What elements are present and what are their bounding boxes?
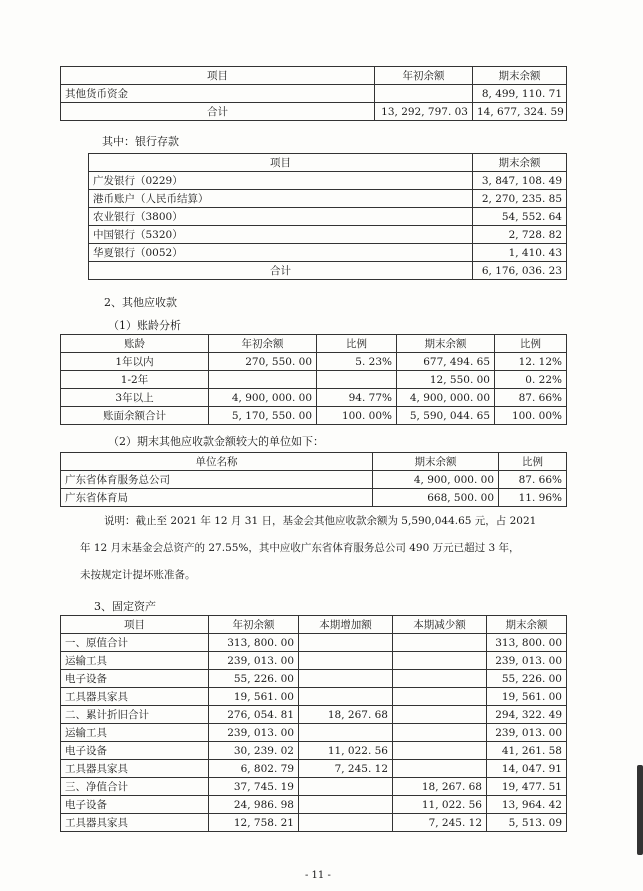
- header-closing: 期末余额: [473, 67, 567, 85]
- table-header-row: [61, 616, 567, 634]
- cell: 41, 261. 58: [487, 742, 567, 760]
- cell: 7, 245. 12: [393, 814, 487, 832]
- cell: 1-2年: [61, 371, 209, 389]
- cell: 3, 847, 108. 49: [473, 172, 567, 190]
- note-line-1: 说明：截止至 2021 年 12 月 31 日，基金会其他应收款余额为 5,590,044.65 元，占 2021: [104, 515, 537, 527]
- cell: [317, 371, 397, 389]
- cell: 广东省体育局: [61, 489, 373, 507]
- cell: 港币账户（人民币结算）: [89, 190, 473, 208]
- table-row: [89, 172, 567, 190]
- cell: 12. 12%: [495, 353, 567, 371]
- cell: [299, 652, 393, 670]
- cell: 6, 802. 79: [209, 760, 299, 778]
- cell: 313, 800. 00: [209, 634, 299, 652]
- cell: 4, 900, 000. 00: [373, 471, 499, 489]
- bank-deposit-table: [88, 153, 567, 280]
- header-ratio: 比例: [495, 335, 567, 353]
- cell: 其他货币资金: [61, 85, 375, 103]
- table-row: [89, 244, 567, 262]
- table-header-row: [61, 67, 567, 85]
- cell: 313, 800. 00: [487, 634, 567, 652]
- large-receivables-table: [60, 452, 567, 507]
- header-aging: 账龄: [61, 335, 209, 353]
- table-row: [61, 760, 567, 778]
- cell: 一、原值合计: [61, 634, 209, 652]
- cell: [393, 634, 487, 652]
- cell: 5, 170, 550. 00: [209, 407, 317, 425]
- table-row: [61, 778, 567, 796]
- page-number: - 11 -: [305, 870, 331, 881]
- cell: [299, 688, 393, 706]
- table-row: [61, 103, 567, 121]
- header-closing: 期末余额: [397, 335, 495, 353]
- cell: 8, 499, 110. 71: [473, 85, 567, 103]
- cell: 100. 00%: [495, 407, 567, 425]
- cell: 19, 561. 00: [487, 688, 567, 706]
- cell: 37, 745. 19: [209, 778, 299, 796]
- aging-table: [60, 334, 567, 425]
- cell: 19, 561. 00: [209, 688, 299, 706]
- cell: 2, 728. 82: [473, 226, 567, 244]
- cell: 电子设备: [61, 742, 209, 760]
- header-item: 项目: [61, 67, 375, 85]
- cell: 14, 047. 91: [487, 760, 567, 778]
- cell: [393, 706, 487, 724]
- table-row: [89, 262, 567, 280]
- cell: 农业银行（3800）: [89, 208, 473, 226]
- table-row: [61, 471, 567, 489]
- cell: 7, 245. 12: [299, 760, 393, 778]
- cell: 239, 013. 00: [209, 652, 299, 670]
- header-closing: 期末余额: [487, 616, 567, 634]
- cell: 工具器具家具: [61, 814, 209, 832]
- cell: 运输工具: [61, 652, 209, 670]
- cell: 合计: [89, 262, 473, 280]
- table-row: [89, 190, 567, 208]
- cell: 1年以内: [61, 353, 209, 371]
- cell: 11, 022. 56: [299, 742, 393, 760]
- table-header-row: [89, 154, 567, 172]
- cell: 5. 23%: [317, 353, 397, 371]
- table-row: [61, 85, 567, 103]
- section2-title: 2、其他应收款: [104, 296, 177, 309]
- cell: 合计: [61, 103, 375, 121]
- cell: 广东省体育服务总公司: [61, 471, 373, 489]
- table-row: [61, 706, 567, 724]
- large-receivables-title: （2）期末其他应收款金额较大的单位如下：: [108, 435, 324, 448]
- cell: 12, 758. 21: [209, 814, 299, 832]
- cell: 14, 677, 324. 59: [473, 103, 567, 121]
- cell: [299, 778, 393, 796]
- cell: 54, 552. 64: [473, 208, 567, 226]
- table-row: [61, 796, 567, 814]
- cell: 账面余额合计: [61, 407, 209, 425]
- header-closing: 期末余额: [473, 154, 567, 172]
- header-opening: 年初余额: [375, 67, 473, 85]
- cell: [393, 688, 487, 706]
- cell: 270, 550. 00: [209, 353, 317, 371]
- table-row: [61, 371, 567, 389]
- note-line-3: 未按规定计提坏账准备。: [80, 569, 196, 581]
- cell: 239, 013. 00: [487, 652, 567, 670]
- cell: 94. 77%: [317, 389, 397, 407]
- cell: [393, 760, 487, 778]
- cell: 三、净值合计: [61, 778, 209, 796]
- table-row: [61, 353, 567, 371]
- cell: [299, 796, 393, 814]
- cell: [393, 670, 487, 688]
- cell: [393, 724, 487, 742]
- cell: 华夏银行（0052）: [89, 244, 473, 262]
- cell: 55, 226. 00: [209, 670, 299, 688]
- cell: 24, 986. 98: [209, 796, 299, 814]
- table-header-row: [61, 453, 567, 471]
- bank-deposit-title: 其中：银行存款: [102, 135, 179, 148]
- cell: 4, 900, 000. 00: [209, 389, 317, 407]
- cell: [299, 814, 393, 832]
- cell: 二、累计折旧合计: [61, 706, 209, 724]
- section3-title: 3、固定资产: [94, 600, 156, 613]
- table-row: [61, 634, 567, 652]
- fixed-assets-table: [60, 615, 567, 832]
- table-row: [89, 226, 567, 244]
- cell: 工具器具家具: [61, 760, 209, 778]
- header-opening: 年初余额: [209, 335, 317, 353]
- cell: 11, 022. 56: [393, 796, 487, 814]
- header-unit: 单位名称: [61, 453, 373, 471]
- table-row: [61, 670, 567, 688]
- cash-table: [60, 66, 567, 121]
- cell: 3年以上: [61, 389, 209, 407]
- table-row: [61, 407, 567, 425]
- table-row: [89, 208, 567, 226]
- cell: 100. 00%: [317, 407, 397, 425]
- cell: 中国银行（5320）: [89, 226, 473, 244]
- cell: 30, 239. 02: [209, 742, 299, 760]
- header-decrease: 本期减少额: [393, 616, 487, 634]
- cell: [299, 634, 393, 652]
- cell: [299, 724, 393, 742]
- header-ratio: 比例: [317, 335, 397, 353]
- cell: 0. 22%: [495, 371, 567, 389]
- scrollbar-thumb[interactable]: [637, 765, 643, 855]
- cell: [209, 371, 317, 389]
- cell: 运输工具: [61, 724, 209, 742]
- cell: 677, 494. 65: [397, 353, 495, 371]
- cell: 5, 590, 044. 65: [397, 407, 495, 425]
- header-opening: 年初余额: [209, 616, 299, 634]
- cell: 55, 226. 00: [487, 670, 567, 688]
- cell: 电子设备: [61, 796, 209, 814]
- cell: 18, 267. 68: [393, 778, 487, 796]
- table-row: [61, 652, 567, 670]
- cell: 87. 66%: [495, 389, 567, 407]
- cell: 广发银行（0229）: [89, 172, 473, 190]
- cell: 19, 477. 51: [487, 778, 567, 796]
- cell: 6, 176, 036. 23: [473, 262, 567, 280]
- table-row: [61, 724, 567, 742]
- cell: 工具器具家具: [61, 688, 209, 706]
- note-line-2: 年 12 月末基金会总资产的 27.55%，其中应收广东省体育服务总公司 490 万元已超过 3 年，: [80, 542, 520, 554]
- cell: 239, 013. 00: [487, 724, 567, 742]
- cell: 1, 410. 43: [473, 244, 567, 262]
- cell: [393, 742, 487, 760]
- cell: 2, 270, 235. 85: [473, 190, 567, 208]
- cell: 13, 292, 797. 03: [375, 103, 473, 121]
- cell: 294, 322. 49: [487, 706, 567, 724]
- cell: 13, 964. 42: [487, 796, 567, 814]
- cell: 11. 96%: [499, 489, 567, 507]
- table-header-row: [61, 335, 567, 353]
- header-increase: 本期增加额: [299, 616, 393, 634]
- cell: 5, 513. 09: [487, 814, 567, 832]
- cell: 12, 550. 00: [397, 371, 495, 389]
- cell: 276, 054. 81: [209, 706, 299, 724]
- cell: 电子设备: [61, 670, 209, 688]
- table-row: [61, 389, 567, 407]
- table-row: [61, 814, 567, 832]
- cell: [375, 85, 473, 103]
- header-ratio: 比例: [499, 453, 567, 471]
- table-row: [61, 742, 567, 760]
- cell: 239, 013. 00: [209, 724, 299, 742]
- table-row: [61, 489, 567, 507]
- header-item: 项目: [61, 616, 209, 634]
- cell: 18, 267. 68: [299, 706, 393, 724]
- cell: 87. 66%: [499, 471, 567, 489]
- cell: [393, 652, 487, 670]
- header-closing: 期末余额: [373, 453, 499, 471]
- cell: [299, 670, 393, 688]
- table-row: [61, 688, 567, 706]
- cell: 668, 500. 00: [373, 489, 499, 507]
- cell: 4, 900, 000. 00: [397, 389, 495, 407]
- header-item: 项目: [89, 154, 473, 172]
- aging-analysis-title: （1）账龄分析: [108, 319, 181, 332]
